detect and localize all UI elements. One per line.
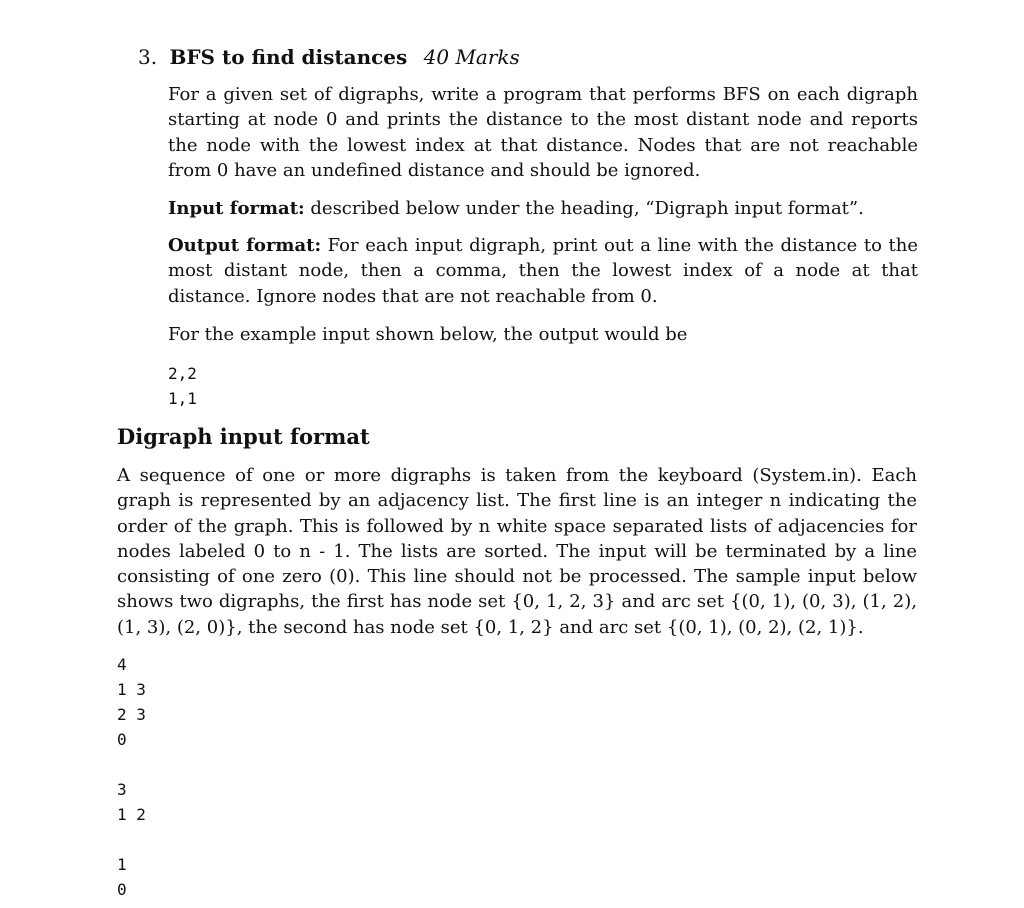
second-node-set: {0, 1, 2}	[473, 616, 554, 638]
sample-input-line: 1 2	[117, 805, 146, 824]
question-title: BFS to find distances	[169, 45, 408, 69]
digraph-text: , the second has node set	[236, 616, 474, 638]
example-intro: For the example input shown below, the output would be	[168, 324, 688, 345]
sample-input-line: 3	[117, 780, 127, 799]
input-format-text: described below under the heading, “Digraph input format”.	[304, 198, 864, 219]
example-output-line: 2,2	[168, 364, 197, 383]
output-format-label: Output format:	[168, 235, 322, 256]
digraph-text: and arc set	[553, 616, 667, 638]
output-format-paragraph	[168, 233, 918, 309]
sample-input-line: 0	[117, 730, 127, 749]
question-intro: For a given set of digraphs, write a program that performs BFS on each digraph starting at node 0 and prints the distance to the most distant node and reports the node with the lowest index at that distance. Nodes that are not reachable from 0 have an undefined distance and should be ignored.	[168, 84, 918, 181]
example-output-line: 1,1	[168, 389, 197, 408]
digraph-text: and arc set	[615, 591, 731, 613]
question-marks: 40 Marks	[423, 45, 520, 69]
first-arc-set: {(0, 1), (0, 3), (1, 2), (1, 3), (2, 0)}	[117, 591, 917, 638]
sample-input-line	[117, 752, 146, 777]
digraph-text: A sequence of one or more digraphs is taken from the keyboard (System.in). Each graph is represented by an adjacency list. The first line is an integer n indicating the order of the graph. This is followed by n white space separated lists of adjacencies for nodes labeled 0 to n - 1. The lists are sorted. The input will be terminated by a line consisting of one zero (0). This line should not be processed. The sample input below shows two digraphs, the first has node set	[117, 465, 917, 613]
sample-input-line: 1	[117, 855, 127, 874]
sample-input-line: 2 3	[117, 705, 146, 724]
digraph-paragraph	[117, 463, 917, 640]
sample-input-line: 1 3	[117, 680, 146, 699]
question-heading	[138, 44, 520, 70]
sample-input-line: 0	[117, 880, 127, 899]
output-format-text: For each input digraph, print out a line with the distance to the most distant node, then a comma, then the lowest index of a node at that distance. Ignore nodes that are not reachable from 0.	[168, 235, 918, 307]
example-output-block	[168, 361, 197, 411]
sample-input-line	[117, 827, 146, 852]
sample-input-block	[117, 652, 146, 902]
question-number: 3.	[138, 45, 158, 69]
first-node-set: {0, 1, 2, 3}	[511, 591, 616, 613]
sample-input-line: 4	[117, 655, 127, 674]
digraph-text: .	[857, 616, 864, 638]
second-arc-set: {(0, 1), (0, 2), (2, 1)}	[666, 616, 858, 638]
input-format-label: Input format:	[168, 198, 305, 219]
digraph-section-heading: Digraph input format	[117, 424, 370, 449]
input-format-paragraph	[168, 196, 918, 221]
